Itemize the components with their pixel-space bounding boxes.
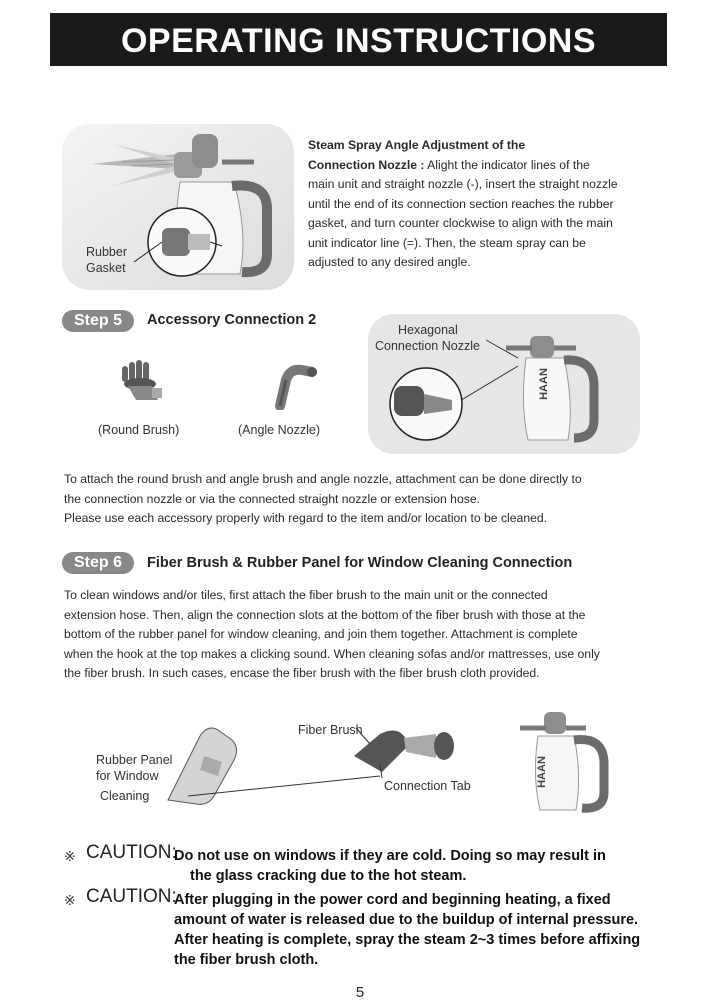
brand-logo: HAAN [535,756,548,788]
caution-label: CAUTION: [86,886,177,907]
paragraph-line: bottom of the rubber panel for window cleaning, and join them together. Attachment is complete [64,627,578,641]
connection-nozzle-label: Connection Nozzle [375,339,480,353]
step5-paragraph [64,470,582,529]
page-number: 5 [355,984,365,1001]
paragraph-line: main unit and straight nozzle (-), insert the straight nozzle [308,177,618,191]
paragraph-line: extension hose. Then, align the connection slots at the bottom of the fiber brush with those at the [64,607,586,622]
rubber-label: Rubber [86,245,127,259]
caution-label: CAUTION: [86,842,177,863]
step5-title: Accessory Connection 2 [147,312,317,328]
paragraph-line: Please use each accessory properly with regard to the item and/or location to be cleaned. [64,511,548,525]
caution-line: the glass cracking due to the hot steam. [190,868,467,884]
page-title-banner [50,13,667,66]
paragraph-line: when the hook at the top makes a clicking sound. When cleaning sofas and/or mattresses, use only [64,646,600,661]
rubber-panel-label-3: Cleaning [100,789,150,803]
caution-line: the fiber brush cloth. [174,952,319,968]
paragraph-line: the fiber brush. In such cases, encase the fiber brush with the fiber brush cloth provided. [64,666,540,680]
caution-2 [64,886,684,970]
reference-mark-icon: ※ [64,892,76,908]
steamer-main-unit-image [514,706,614,816]
caution-text [174,890,640,970]
step6-paragraph [64,586,600,684]
angle-nozzle-image [272,358,322,410]
step6-title: Fiber Brush & Rubber Panel for Window Cleaning Connection [147,555,573,571]
step5-badge: Step 5 [62,310,134,332]
caution-1 [64,842,684,890]
caution-text [174,846,606,886]
steam-spray-paragraph [308,136,618,273]
caution-line: Do not use on windows if they are cold. Doing so may result in [174,848,606,864]
brand-logo: HAAN [537,368,550,400]
fiber-brush-label: Fiber Brush [298,723,363,737]
step6-badge: Step 6 [62,552,134,574]
rubber-panel-label-2: for Window [96,769,159,783]
caution-line: amount of water is released due to the buildup of internal pressure. [174,912,639,928]
angle-nozzle-label: (Angle Nozzle) [238,423,320,437]
rubber-panel-label-1: Rubber Panel [96,753,173,767]
paragraph-line: unit indicator line (=). Then, the steam spray can be [308,235,586,250]
page-title: OPERATING INSTRUCTIONS [120,22,597,60]
paragraph-line: until the end of its connection section reaches the rubber [308,196,614,211]
paragraph-line: To clean windows and/or tiles, first attach the fiber brush to the main unit or the connected [64,588,548,602]
caution-line: After heating is complete, spray the steam 2~3 times before affixing [174,932,641,948]
round-brush-label: (Round Brush) [98,423,180,437]
caution-line: After plugging in the power cord and beginning heating, a fixed [174,892,611,908]
heading-line2-text: Alight the indicator lines of the [424,157,590,172]
paragraph-line: adjusted to any desired angle. [308,255,471,269]
reference-mark-icon: ※ [64,848,76,864]
connection-nozzle-heading: Connection Nozzle : [308,157,425,172]
paragraph-line: gasket, and turn counter clockwise to align with the main [308,216,613,230]
round-brush-image [118,358,174,404]
hexagonal-label: Hexagonal [398,323,458,337]
steam-spray-heading: Steam Spray Angle Adjustment of the [308,138,526,152]
paragraph-line: the connection nozzle or via the connected straight nozzle or extension hose. [64,491,480,506]
paragraph-line: To attach the round brush and angle brush and angle nozzle, attachment can be done directly to [64,472,582,486]
connection-tab-label: Connection Tab [384,779,471,793]
gasket-label: Gasket [86,261,126,275]
